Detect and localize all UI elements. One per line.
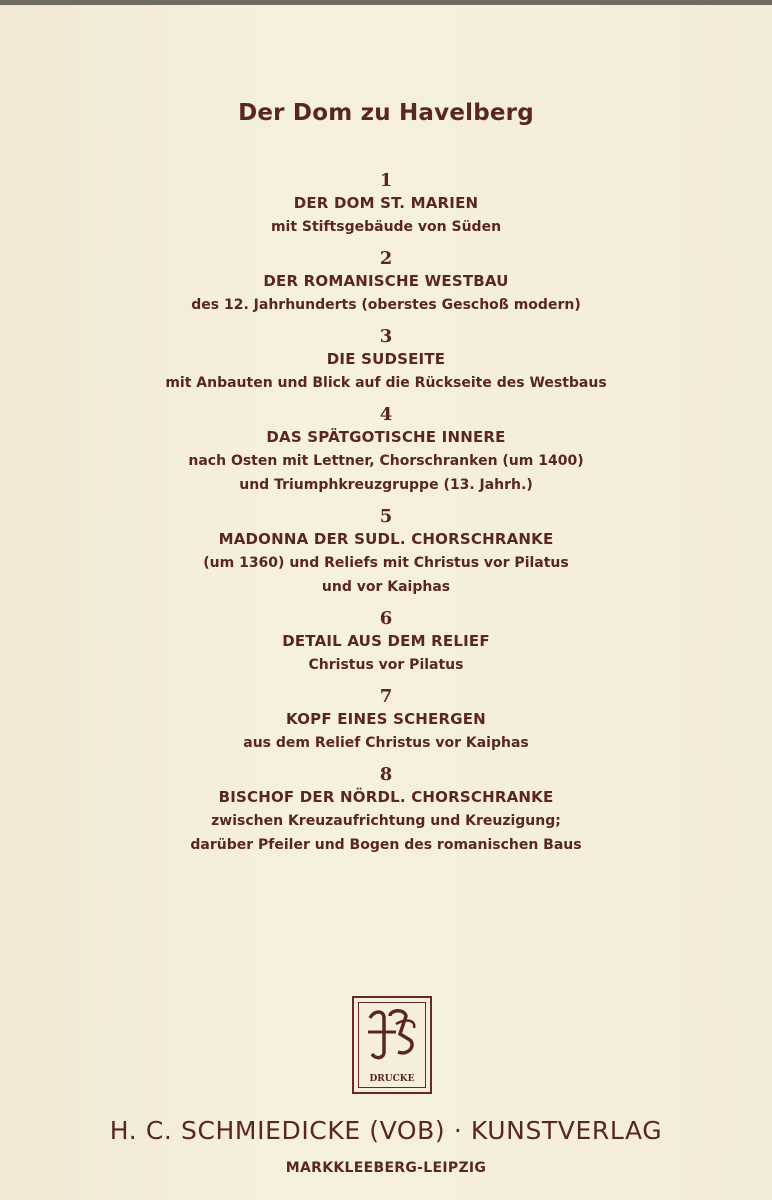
publisher-city: MARKKLEEBERG-LEIPZIG: [285, 1160, 487, 1176]
publisher-logo: [352, 996, 432, 1094]
list-item: [0, 404, 772, 497]
entry-description: aus dem Relief Christus vor Kaiphas: [243, 735, 529, 751]
list-item: [0, 764, 772, 857]
entry-number: 7: [379, 686, 393, 707]
entry-description: des 12. Jahrhunderts (oberstes Geschoß modern): [191, 297, 581, 313]
logo-label: DRUCKE: [369, 1074, 415, 1084]
list-item: [0, 326, 772, 395]
entry-description: Christus vor Pilatus: [308, 657, 464, 673]
list-item: [0, 248, 772, 317]
entry-number: 6: [379, 608, 393, 629]
entry-number: 4: [379, 404, 393, 425]
entry-description: zwischen Kreuzaufrichtung und Kreuzigung;: [211, 813, 561, 829]
entry-description: (um 1360) und Reliefs mit Christus vor Pilatus: [203, 555, 569, 571]
entry-heading: DAS SPÄTGOTISCHE INNERE: [266, 428, 506, 446]
plate-list: [0, 170, 772, 866]
entry-description: nach Osten mit Lettner, Chorschranken (um 1400): [188, 453, 584, 469]
entry-heading: DETAIL AUS DEM RELIEF: [282, 632, 490, 650]
entry-heading: DER DOM ST. MARIEN: [293, 194, 479, 212]
entry-description: und vor Kaiphas: [321, 579, 451, 595]
page-top-edge: [0, 0, 772, 5]
entry-description: mit Stiftsgebäude von Süden: [270, 219, 502, 235]
entry-number: 3: [379, 326, 393, 347]
list-item: [0, 608, 772, 677]
page-title: Der Dom zu Havelberg: [238, 100, 534, 126]
list-item: [0, 506, 772, 599]
entry-number: 8: [379, 764, 393, 785]
entry-description: darüber Pfeiler und Bogen des romanischen Baus: [190, 837, 582, 853]
entry-heading: DER ROMANISCHE WESTBAU: [263, 272, 509, 290]
entry-heading: DIE SUDSEITE: [326, 350, 446, 368]
publisher-monogram-icon: [360, 1006, 424, 1064]
entry-heading: MADONNA DER SUDL. CHORSCHRANKE: [218, 530, 554, 548]
publisher-name: H. C. SCHMIEDICKE (VOB) · KUNSTVERLAG: [109, 1116, 663, 1145]
entry-number: 2: [379, 248, 393, 269]
entry-heading: BISCHOF DER NÖRDL. CHORSCHRANKE: [218, 788, 554, 806]
entry-description: mit Anbauten und Blick auf die Rückseite des Westbaus: [165, 375, 607, 391]
entry-description: und Triumphkreuzgruppe (13. Jahrh.): [239, 477, 533, 493]
entry-number: 1: [379, 170, 393, 191]
entry-heading: KOPF EINES SCHERGEN: [286, 710, 486, 728]
entry-number: 5: [379, 506, 393, 527]
list-item: [0, 686, 772, 755]
list-item: [0, 170, 772, 239]
